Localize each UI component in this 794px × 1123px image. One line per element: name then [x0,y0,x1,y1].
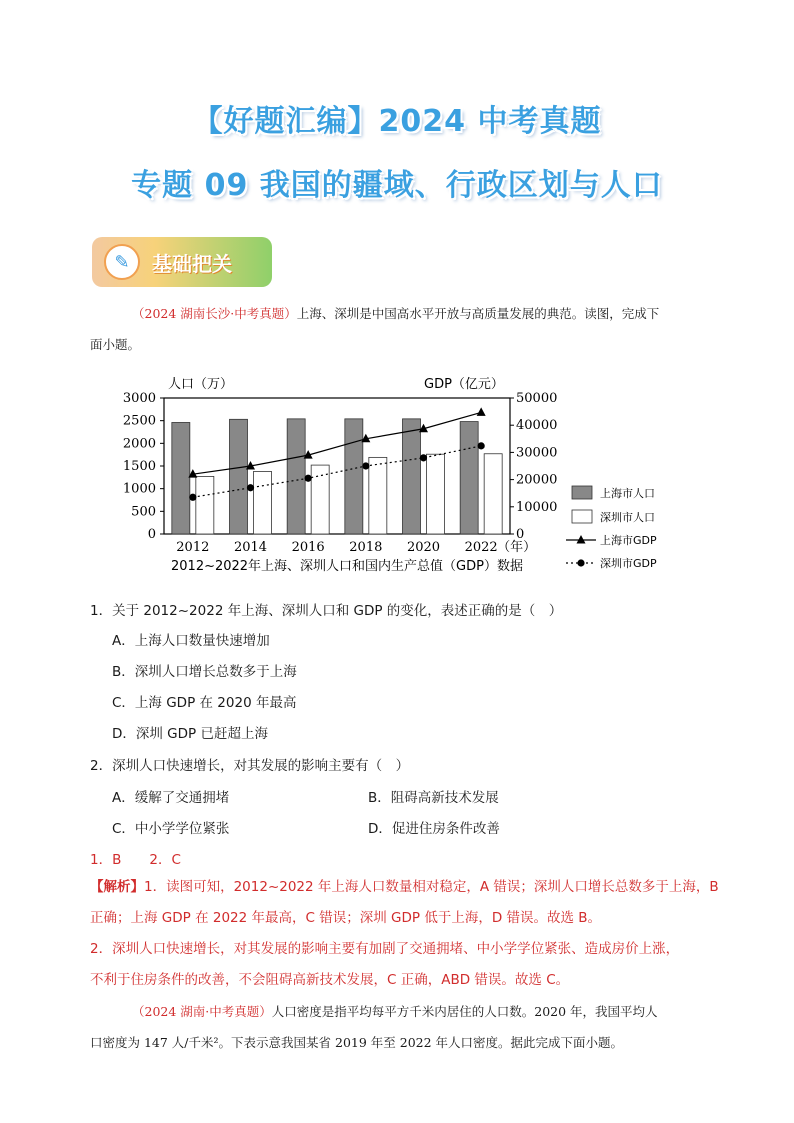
bar-shanghai-population [172,422,190,534]
point-shenzhen-gdp [189,494,196,501]
left-tick-label: 1000 [122,481,156,497]
q1-option-a: A．上海人口数量快速增加 [112,633,270,649]
q1-option-d: D．深圳 GDP 已赶超上海 [112,726,268,742]
population-gdp-chart [120,368,680,580]
legend-marker-shanghai-gdp [577,535,586,544]
bar-shenzhen-population [484,454,502,534]
legend-marker-shenzhen-gdp [577,559,584,566]
bar-shanghai-population [403,419,421,534]
q1-stem: 1．关于 2012~2022 年上海、深圳人口和 GDP 的变化，表述正确的是（ ） [90,603,563,619]
legend-label-shenzhen-population: 深圳市人口 [600,511,655,524]
x-tick-label: 2020 [406,540,441,555]
bar-shenzhen-population [254,471,272,534]
source-tag-2: （2024 湖南·中考真题） [132,1004,272,1019]
q2-option-b: B．阻碍高新技术发展 [368,790,499,806]
bar-shanghai-population [287,419,305,534]
right-tick-label: 30000 [516,445,558,461]
right-tick-label: 10000 [516,499,558,515]
answer-2: 2．C [149,852,181,868]
source-tag-1: （2024 湖南长沙·中考真题） [132,306,297,321]
x-tick-label: 2016 [291,540,325,555]
section-label: 基础把关 [152,251,232,276]
q2-option-d: D．促进住房条件改善 [368,821,500,837]
x-tick-label: 2022 [464,540,498,555]
legend-label-shenzhen-gdp: 深圳市GDP [600,557,657,570]
analysis-2a: 2．深圳人口快速增长，对其发展的影响主要有加剧了交通拥堵、中小学学位紧张、造成房价上涨， [90,941,680,957]
q2-stem: 2．深圳人口快速增长，对其发展的影响主要有（ ） [90,758,410,774]
legend-label-shanghai-population: 上海市人口 [600,487,655,500]
x-axis-unit: （年） [497,540,537,555]
q2-option-c: C．中小学学位紧张 [112,821,230,837]
legend-label-shanghai-gdp: 上海市GDP [600,534,657,547]
bar-shenzhen-population [311,465,329,534]
right-tick-label: 50000 [516,391,558,406]
point-shenzhen-gdp [305,475,312,482]
q1-option-b: B．深圳人口增长总数多于上海 [112,664,297,680]
intro-text-2a: 人口密度是指平均每平方千米内居住的人口数。2020 年，我国平均人 [271,1004,658,1019]
right-tick-label: 0 [516,527,525,542]
page-title-line1: 【好题汇编】2024 中考真题 [192,104,602,139]
x-tick-label: 2012 [176,540,210,555]
left-tick-label: 3000 [122,391,156,406]
legend-swatch-shanghai-population [572,486,592,499]
point-shenzhen-gdp [247,484,254,491]
left-tick-label: 2500 [122,413,156,429]
chart-title: 2012~2022年上海、深圳人口和国内生产总值（GDP）数据 [171,559,523,574]
bar-shanghai-population [230,419,248,534]
point-shenzhen-gdp [420,454,427,461]
x-tick-label: 2014 [233,540,268,555]
answers [90,848,181,868]
point-shanghai-gdp [477,407,486,416]
pencil-icon: ✎ [104,244,140,280]
bar-shanghai-population [460,422,478,534]
intro-text-2b: 口密度为 147 人/千米²。下表示意我国某省 2019 年至 2022 年人口密度。据此完成下面小题。 [90,1035,624,1050]
left-tick-label: 2000 [122,436,156,452]
bar-shenzhen-population [369,457,387,534]
point-shenzhen-gdp [362,462,369,469]
analysis-tag: 【解析】 [90,879,144,895]
intro-paragraph-2 [90,996,720,1058]
intro-text-1b: 面小题。 [90,337,141,352]
right-tick-label: 40000 [516,418,558,434]
q1-option-c: C．上海 GDP 在 2020 年最高 [112,695,297,711]
analysis-2b: 不利于住房条件的改善，不会阻碍高新技术发展，C 正确，ABD 错误。故选 C。 [90,972,570,988]
analysis-1b: 正确；上海 GDP 在 2022 年最高，C 错误；深圳 GDP 低于上海，D 错误。故选 B。 [90,910,602,926]
left-axis-label: 人口（万） [168,377,234,392]
bar-shenzhen-population [196,476,214,534]
left-tick-label: 0 [147,527,156,542]
analysis-1a: 1．读图可知，2012~2022 年上海人口数量相对稳定，A 错误；深圳人口增长总数多于上海，B [144,879,719,895]
point-shenzhen-gdp [478,442,485,449]
right-tick-label: 20000 [516,472,558,488]
bar-shanghai-population [345,419,363,534]
section-badge [92,237,272,287]
left-tick-label: 1500 [122,459,156,474]
analysis-block [90,872,730,996]
intro-text-1a: 上海、深圳是中国高水平开放与高质量发展的典范。读图，完成下 [296,306,660,321]
q2-option-a: A．缓解了交通拥堵 [112,790,230,806]
legend-swatch-shenzhen-population [572,510,592,523]
page-title-line2: 专题 09 我国的疆域、行政区划与人口 [131,168,663,203]
right-axis-label: GDP（亿元） [424,377,504,392]
answer-1: 1．B [90,852,122,868]
intro-paragraph-1 [90,298,720,360]
x-tick-label: 2018 [349,540,383,555]
left-tick-label: 500 [131,504,156,520]
bar-shenzhen-population [427,454,445,534]
